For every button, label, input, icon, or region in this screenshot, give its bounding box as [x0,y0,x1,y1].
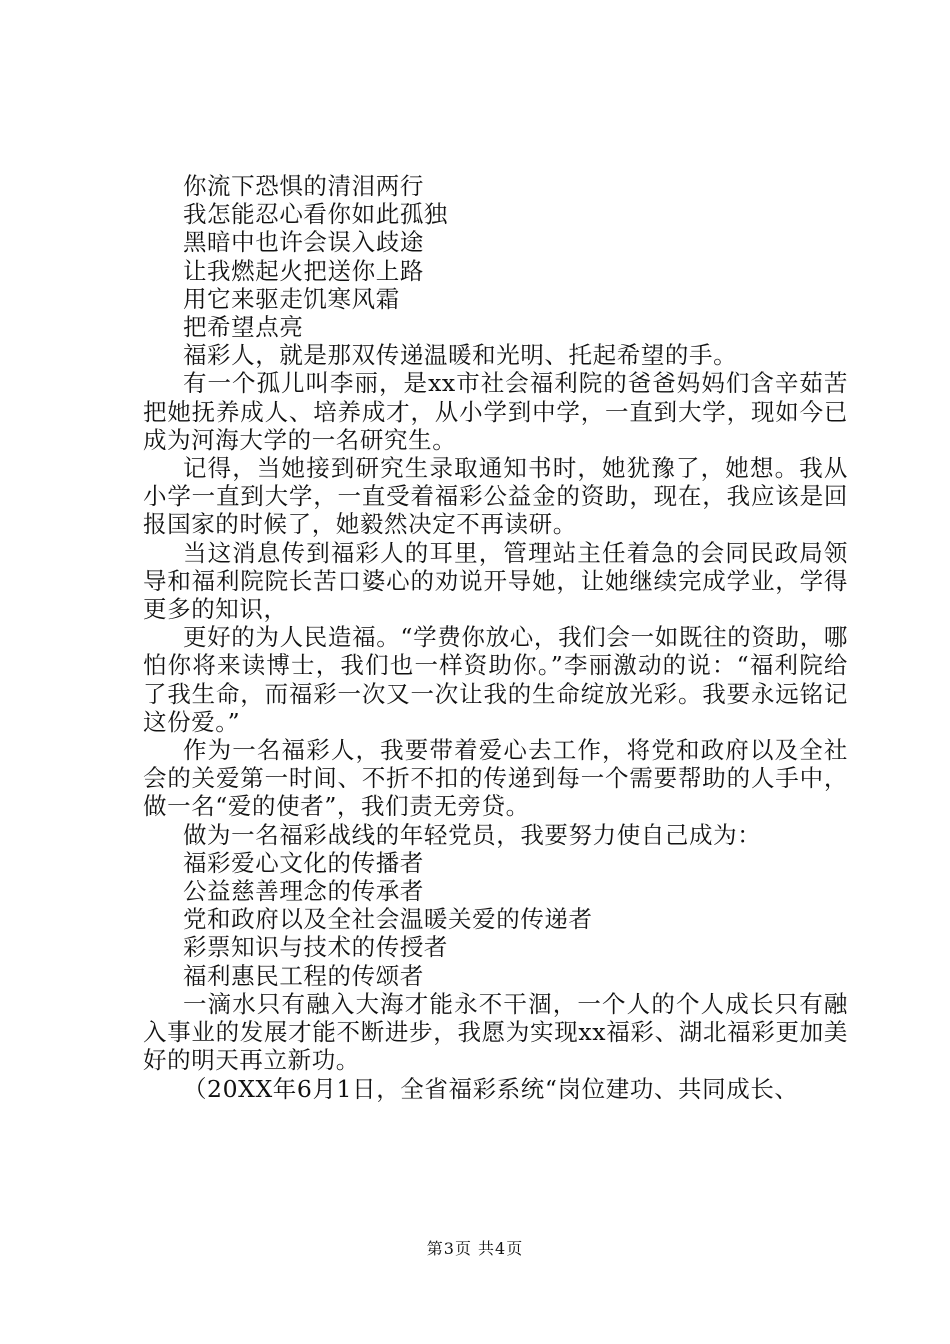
paragraph: 让我燃起火把送你上路 [182,256,424,285]
paragraph: 公益慈善理念的传承者 [182,877,424,906]
paragraph: 把希望点亮 [182,313,304,342]
paragraph: 你流下恐惧的清泪两行 [182,172,424,200]
paragraph: 用它来驱走饥寒风霜 [182,284,400,313]
paragraph: 记得，当她接到研究生录取通知书时，她犹豫了，她想。我从小学一直到大学，一直受着福彩公益金的资助，现在，我应该是回报国家的时候了，她毅然决定不再读研。 [143,454,848,539]
paragraph: （20XX年6月1日，全省福彩系统“岗位建功、共同成长、 [182,1074,799,1103]
paragraph: 一滴水只有融入大海才能永不干涸，一个人的个人成长只有融入事业的发展才能不断进步，我愿为实现xx福彩、湖北福彩更加美好的明天再立新功。 [143,989,848,1075]
paragraph: 福彩人，就是那双传递温暖和光明、托起希望的手。 [182,341,738,370]
paragraph: 黑暗中也许会误入歧途 [182,228,424,257]
page-footer [0,1239,950,1259]
paragraph: 做为一名福彩战线的年轻党员，我要努力使自己成为： [182,820,762,849]
paragraph: 当这消息传到福彩人的耳里，管理站主任着急的会同民政局领导和福利院院长苦口婆心的劝说开导她，让她继续完成学业，学得更多的知识， [143,538,848,624]
paragraph: 更好的为人民造福。“学费你放心，我们会一如既往的资助，哪怕你将来读博士，我们也一样资助你。”李丽激动的说：“福利院给了我生命，而福彩一次又一次让我的生命绽放光彩。我要永远铭记这份爱。” [143,623,848,736]
paragraph: 我怎能忍心看你如此孤独 [182,200,449,229]
paragraph: 彩票知识与技术的传授者 [182,933,449,962]
paragraph: 党和政府以及全社会温暖关爱的传递者 [182,905,593,934]
paragraph: 作为一名福彩人，我要带着爱心去工作，将党和政府以及全社会的关爱第一时间、不折不扣的传递到每一个需要帮助的人手中，做一名“爱的使者”，我们责无旁贷。 [143,736,848,821]
document-body [143,172,848,1103]
paragraph: 福彩爱心文化的传播者 [182,848,424,877]
paragraph: 有一个孤儿叫李丽，是xx市社会福利院的爸爸妈妈们含辛茹苦把她抚养成人、培养成才，从小学到中学，一直到大学，现如今已成为河海大学的一名研究生。 [143,369,848,454]
page-number: 第3页 共4页 [426,1239,524,1258]
paragraph: 福利惠民工程的传颂者 [182,961,424,990]
